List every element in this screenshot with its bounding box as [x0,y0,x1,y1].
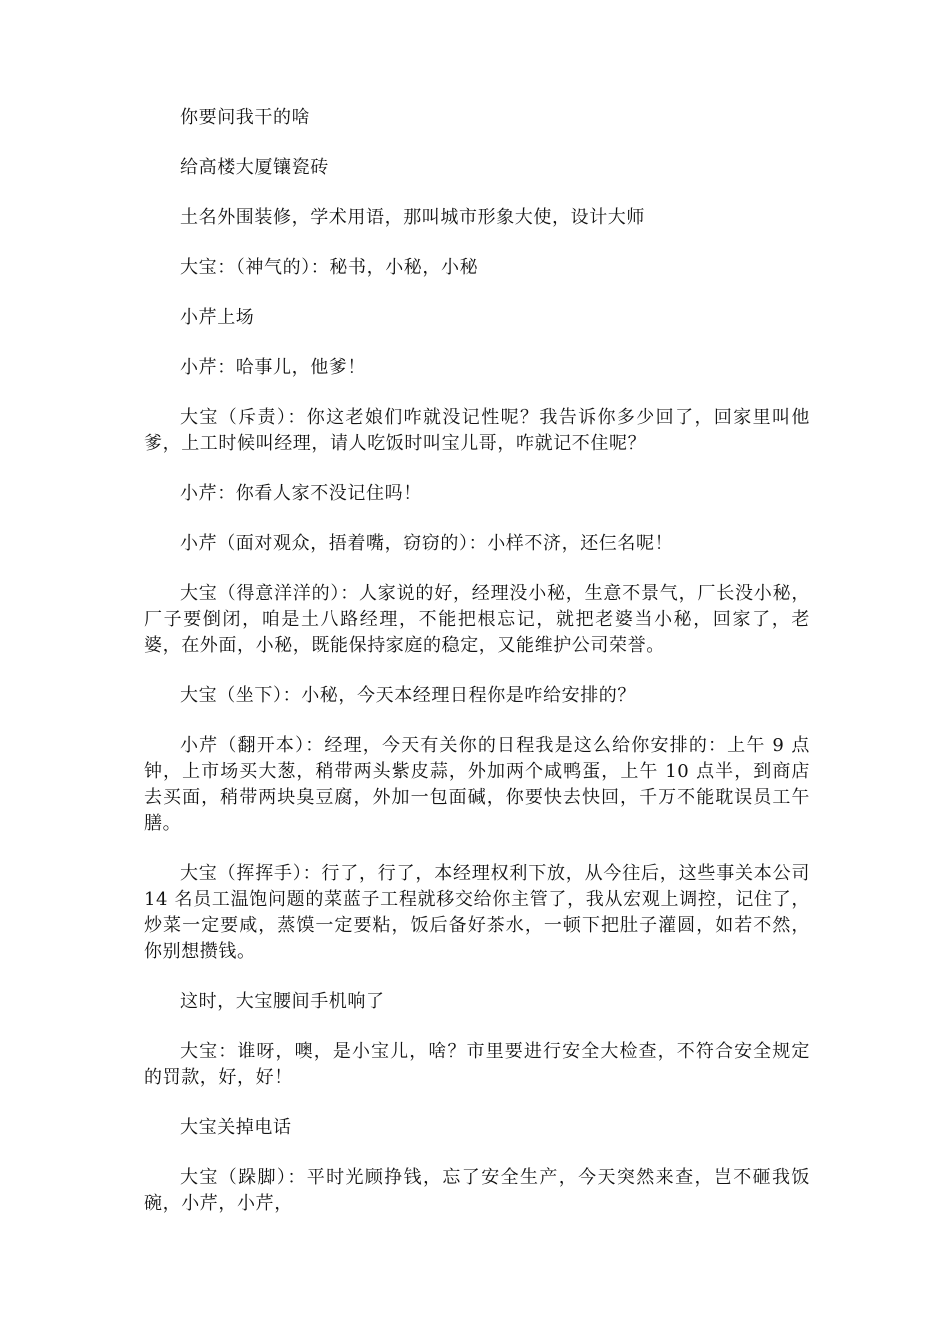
paragraph: 大宝关掉电话 [180,1117,292,1138]
paragraph: 大宝（坐下）：小秘，今天本经理日程你是咋给安排的？ [180,685,636,706]
paragraph: 小芹：你看人家不没记住吗！ [180,483,422,504]
paragraph: 小芹：哈事儿，他爹！ [180,357,366,378]
paragraph: 大宝（跺脚）：平时光顾挣钱，忘了安全生产，今天突然来查，岂不砸我饭碗，小芹，小芹， [144,1167,810,1214]
paragraph: 小芹（翻开本）：经理，今天有关你的日程我是这么给你安排的：上午 9 点钟，上市场买大葱，稍带两头紫皮蒜，外加两个咸鸭蛋，上午 10 点半，到商店去买面，稍带两块臭豆腐，外加一包面碱，你要快去快回，千万不能耽误员工午膳。 [144,735,810,834]
paragraph: 大宝（斥责）：你这老娘们咋就没记性呢？我告诉你多少回了，回家里叫他爹，上工时候叫经理，请人吃饭时叫宝儿哥，咋就记不住呢？ [144,407,810,454]
paragraph: 这时，大宝腰间手机响了 [180,991,385,1012]
paragraph: 你要问我干的啥 [180,107,311,128]
document-body [144,105,810,1241]
paragraph: 大宝（挥挥手）：行了，行了，本经理权利下放，从今往后，这些事关本公司 14 名员工温饱问题的菜蓝子工程就移交给你主管了，我从宏观上调控，记住了，炒菜一定要咸，蒸馍一定要粘，饭后备好茶水，一顿下把肚子灌圆，如若不然，你别想攒钱。 [144,863,810,962]
paragraph: 小芹（面对观众，捂着嘴，窃窃的）：小样不济，还仨名呢！ [180,533,674,554]
paragraph: 大宝：（神气的）：秘书，小秘，小秘 [180,257,479,278]
paragraph: 大宝（得意洋洋的）：人家说的好，经理没小秘，生意不景气，厂长没小秘，厂子要倒闭，咱是土八路经理，不能把根忘记，就把老婆当小秘，回家了，老婆，在外面，小秘，既能保持家庭的稳定，又能维护公司荣誉。 [144,583,810,656]
paragraph: 给高楼大厦镶瓷砖 [180,157,329,178]
paragraph: 大宝：谁呀，噢，是小宝儿，啥？市里要进行安全大检查，不符合安全规定的罚款，好，好！ [144,1041,810,1088]
paragraph: 小芹上场 [180,307,255,328]
paragraph: 土名外围装修，学术用语，那叫城市形象大使，设计大师 [180,207,645,228]
